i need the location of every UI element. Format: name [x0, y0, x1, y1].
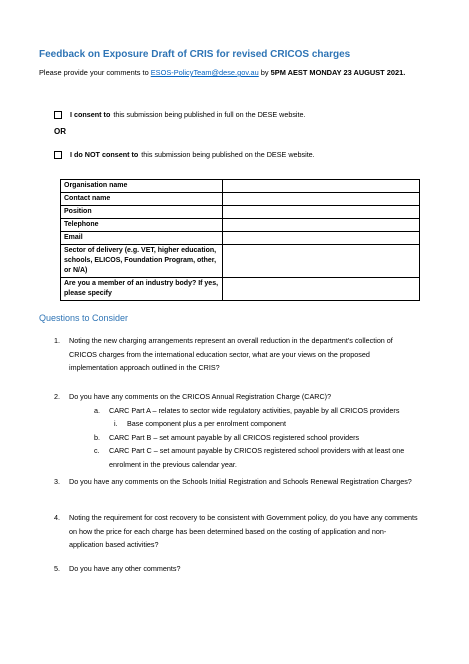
or-label: OR — [54, 127, 66, 136]
sub-text: CARC Part C – set amount payable by CRICOS registered school providers with at least one enrolment in the previous calendar year. — [109, 446, 405, 469]
consent-checkbox[interactable] — [54, 111, 62, 119]
table-row — [61, 232, 420, 245]
table-row — [61, 278, 420, 301]
intro-text: Please provide your comments to — [39, 68, 151, 77]
table-row — [61, 245, 420, 278]
intro-by: by — [258, 68, 271, 77]
sub-item-c — [39, 444, 419, 471]
table-row — [61, 219, 420, 232]
sub-label: a. — [94, 405, 100, 415]
sub-item-b — [39, 431, 419, 445]
sub-item-a — [39, 404, 419, 418]
consent-bold: I consent to — [70, 110, 111, 119]
question-text: Do you have any other comments? — [69, 564, 181, 573]
consent-option-no[interactable] — [54, 150, 315, 159]
question-number: 2. — [54, 392, 60, 401]
row-value[interactable] — [223, 278, 420, 301]
question-5 — [39, 562, 419, 576]
consent-option-yes[interactable] — [54, 110, 306, 119]
sub-text: Base component plus a per enrolment component — [127, 419, 287, 428]
question-3 — [39, 475, 419, 489]
question-text: Do you have any comments on the Schools Initial Registration and Schools Renewal Registration Charges? — [69, 477, 412, 486]
intro-paragraph — [39, 67, 419, 79]
question-4 — [39, 511, 419, 552]
row-value[interactable] — [223, 232, 420, 245]
row-value[interactable] — [223, 245, 420, 278]
row-value[interactable] — [223, 193, 420, 206]
row-label: Telephone — [61, 219, 223, 232]
row-label: Contact name — [61, 193, 223, 206]
consent-text: this submission being published in full on the DESE website. — [113, 110, 306, 119]
table-row — [61, 206, 420, 219]
document-title: Feedback on Exposure Draft of CRIS for revised CRICOS charges — [39, 49, 351, 60]
question-1 — [39, 334, 419, 375]
question-number: 3. — [54, 477, 60, 486]
row-label: Position — [61, 206, 223, 219]
no-consent-checkbox[interactable] — [54, 151, 62, 159]
question-number: 1. — [54, 336, 60, 345]
row-label: Sector of delivery (e.g. VET, higher education, schools, ELICOS, Foundation Program, other, or N/A) — [61, 245, 223, 278]
row-value[interactable] — [223, 180, 420, 193]
no-consent-text: this submission being published on the DESE website. — [141, 150, 315, 159]
deadline-text: 5PM AEST MONDAY 23 AUGUST 2021. — [270, 68, 406, 77]
question-number: 5. — [54, 564, 60, 573]
question-2 — [39, 390, 419, 471]
row-label: Email — [61, 232, 223, 245]
row-value[interactable] — [223, 206, 420, 219]
question-text: Do you have any comments on the CRICOS Annual Registration Charge (CARC)? — [69, 392, 332, 401]
questions-heading: Questions to Consider — [39, 313, 129, 323]
sub-label: c. — [94, 446, 100, 455]
no-consent-bold: I do NOT consent to — [70, 150, 139, 159]
row-value[interactable] — [223, 219, 420, 232]
sub-item-a-i — [39, 417, 419, 431]
question-text: Noting the new charging arrangements represent an overall reduction in the department's collection of CRICOS charges from the international education sector, what are your views on the proposed implementation approach outlined in the CRIS? — [69, 336, 393, 372]
organisation-details-table — [60, 179, 420, 301]
table-row — [61, 193, 420, 206]
row-label: Are you a member of an industry body? If yes, please specify — [61, 278, 223, 301]
sub-label: i. — [114, 419, 118, 428]
row-label: Organisation name — [61, 180, 223, 193]
sub-label: b. — [94, 432, 100, 442]
table-row — [61, 180, 420, 193]
email-link[interactable]: ESOS-PolicyTeam@dese.gov.au — [150, 68, 259, 77]
question-text: Noting the requirement for cost recovery to be consistent with Government policy, do you have any comments on how the price for each charge has been determined based on the costing of application and non-application based activities? — [69, 513, 418, 549]
sub-text: CARC Part A – relates to sector wide regulatory activities, payable by all CRICOS providers — [109, 405, 400, 415]
sub-text: CARC Part B – set amount payable by all CRICOS registered school providers — [109, 432, 360, 442]
question-number: 4. — [54, 513, 60, 522]
